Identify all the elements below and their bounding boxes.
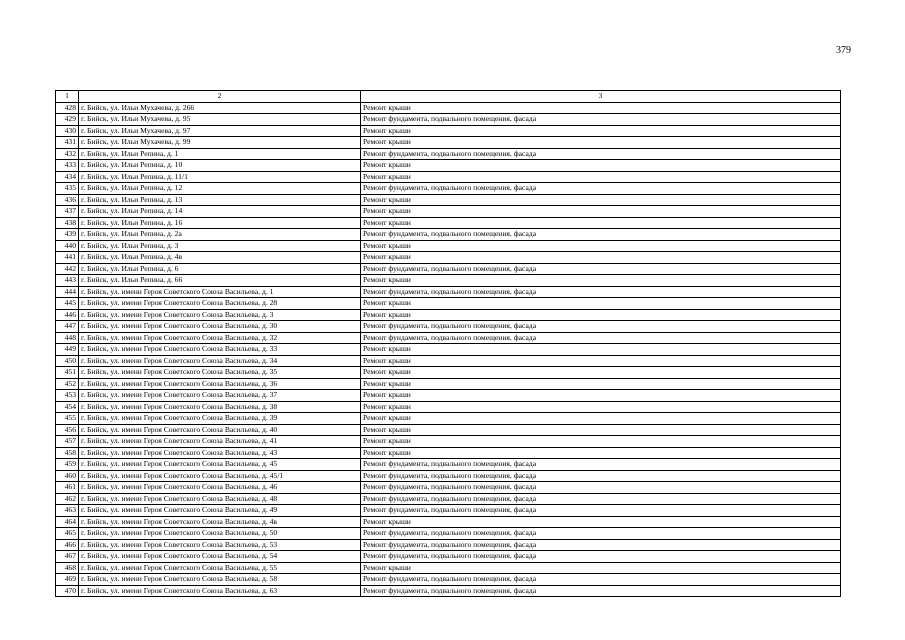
address-cell: г. Бийск, ул. Ильи Репина, д. 13: [79, 194, 361, 206]
row-number-cell: 437: [56, 206, 79, 218]
work-type-cell: Ремонт крыши: [361, 424, 841, 436]
row-number-cell: 466: [56, 539, 79, 551]
address-cell: г. Бийск, ул. имени Героя Советского Союза Васильева, д. 45/1: [79, 470, 361, 482]
column-header-number: 1: [56, 91, 79, 103]
table-row: [56, 298, 841, 310]
row-number-cell: 467: [56, 551, 79, 563]
table-row: [56, 194, 841, 206]
address-cell: г. Бийск, ул. имени Героя Советского Союза Васильева, д. 63: [79, 585, 361, 597]
row-number-cell: 443: [56, 275, 79, 287]
row-number-cell: 449: [56, 344, 79, 356]
table-header: [56, 91, 841, 103]
row-number-cell: 431: [56, 137, 79, 149]
work-type-cell: Ремонт фундамента, подвального помещения, фасада: [361, 528, 841, 540]
table-row: [56, 114, 841, 126]
row-number-cell: 460: [56, 470, 79, 482]
work-type-cell: Ремонт фундамента, подвального помещения, фасада: [361, 148, 841, 160]
column-header-address: 2: [79, 91, 361, 103]
row-number-cell: 444: [56, 286, 79, 298]
address-cell: г. Бийск, ул. Ильи Репина, д. 10: [79, 160, 361, 172]
work-type-cell: Ремонт крыши: [361, 344, 841, 356]
work-type-cell: Ремонт крыши: [361, 206, 841, 218]
address-cell: г. Бийск, ул. Ильи Репина, д. 66: [79, 275, 361, 287]
table-row: [56, 321, 841, 333]
address-cell: г. Бийск, ул. имени Героя Советского Союза Васильева, д. 36: [79, 378, 361, 390]
row-number-cell: 432: [56, 148, 79, 160]
address-cell: г. Бийск, ул. имени Героя Советского Союза Васильева, д. 3: [79, 309, 361, 321]
table-row: [56, 459, 841, 471]
address-cell: г. Бийск, ул. имени Героя Советского Союза Васильева, д. 53: [79, 539, 361, 551]
row-number-cell: 439: [56, 229, 79, 241]
table-row: [56, 252, 841, 264]
work-type-cell: Ремонт фундамента, подвального помещения, фасада: [361, 459, 841, 471]
table-row: [56, 505, 841, 517]
row-number-cell: 447: [56, 321, 79, 333]
table-row: [56, 378, 841, 390]
address-cell: г. Бийск, ул. имени Героя Советского Союза Васильева, д. 48: [79, 493, 361, 505]
row-number-cell: 436: [56, 194, 79, 206]
table-row: [56, 562, 841, 574]
address-cell: г. Бийск, ул. имени Героя Советского Союза Васильева, д. 28: [79, 298, 361, 310]
row-number-cell: 434: [56, 171, 79, 183]
table-row: [56, 447, 841, 459]
work-type-cell: Ремонт фундамента, подвального помещения, фасада: [361, 332, 841, 344]
work-type-cell: Ремонт крыши: [361, 298, 841, 310]
row-number-cell: 459: [56, 459, 79, 471]
row-number-cell: 465: [56, 528, 79, 540]
work-type-cell: Ремонт крыши: [361, 217, 841, 229]
address-cell: г. Бийск, ул. Ильи Репина, д. 6: [79, 263, 361, 275]
address-cell: г. Бийск, ул. Ильи Репина, д. 12: [79, 183, 361, 195]
work-type-cell: Ремонт крыши: [361, 309, 841, 321]
row-number-cell: 430: [56, 125, 79, 137]
work-type-cell: Ремонт крыши: [361, 137, 841, 149]
repair-registry-table: [55, 90, 841, 597]
table-row: [56, 493, 841, 505]
address-cell: г. Бийск, ул. имени Героя Советского Союза Васильева, д. 30: [79, 321, 361, 333]
row-number-cell: 435: [56, 183, 79, 195]
row-number-cell: 445: [56, 298, 79, 310]
address-cell: г. Бийск, ул. имени Героя Советского Союза Васильева, д. 32: [79, 332, 361, 344]
table-row: [56, 206, 841, 218]
work-type-cell: Ремонт крыши: [361, 252, 841, 264]
row-number-cell: 456: [56, 424, 79, 436]
address-cell: г. Бийск, ул. имени Героя Советского Союза Васильева, д. 50: [79, 528, 361, 540]
row-number-cell: 442: [56, 263, 79, 275]
address-cell: г. Бийск, ул. имени Героя Советского Союза Васильева, д. 4в: [79, 516, 361, 528]
table-row: [56, 528, 841, 540]
address-cell: г. Бийск, ул. имени Героя Советского Союза Васильева, д. 33: [79, 344, 361, 356]
table-row: [56, 436, 841, 448]
row-number-cell: 429: [56, 114, 79, 126]
table-row: [56, 275, 841, 287]
address-cell: г. Бийск, ул. имени Героя Советского Союза Васильева, д. 1: [79, 286, 361, 298]
table-row: [56, 355, 841, 367]
table-row: [56, 171, 841, 183]
work-type-cell: Ремонт крыши: [361, 102, 841, 114]
row-number-cell: 446: [56, 309, 79, 321]
table-row: [56, 516, 841, 528]
row-number-cell: 464: [56, 516, 79, 528]
row-number-cell: 470: [56, 585, 79, 597]
row-number-cell: 453: [56, 390, 79, 402]
address-cell: г. Бийск, ул. имени Героя Советского Союза Васильева, д. 35: [79, 367, 361, 379]
table-row: [56, 229, 841, 241]
table-row: [56, 102, 841, 114]
address-cell: г. Бийск, ул. Ильи Мухачева, д. 97: [79, 125, 361, 137]
work-type-cell: Ремонт крыши: [361, 413, 841, 425]
address-cell: г. Бийск, ул. имени Героя Советского Союза Васильева, д. 46: [79, 482, 361, 494]
table-row: [56, 240, 841, 252]
row-number-cell: 441: [56, 252, 79, 264]
column-header-work-type: 3: [361, 91, 841, 103]
row-number-cell: 461: [56, 482, 79, 494]
work-type-cell: Ремонт фундамента, подвального помещения, фасада: [361, 493, 841, 505]
work-type-cell: Ремонт фундамента, подвального помещения, фасада: [361, 585, 841, 597]
address-cell: г. Бийск, ул. имени Героя Советского Союза Васильева, д. 41: [79, 436, 361, 448]
work-type-cell: Ремонт крыши: [361, 240, 841, 252]
address-cell: г. Бийск, ул. имени Героя Советского Союза Васильева, д. 37: [79, 390, 361, 402]
row-number-cell: 455: [56, 413, 79, 425]
address-cell: г. Бийск, ул. имени Героя Советского Союза Васильева, д. 43: [79, 447, 361, 459]
work-type-cell: Ремонт крыши: [361, 447, 841, 459]
table-row: [56, 148, 841, 160]
work-type-cell: Ремонт фундамента, подвального помещения, фасада: [361, 114, 841, 126]
address-cell: г. Бийск, ул. имени Героя Советского Союза Васильева, д. 40: [79, 424, 361, 436]
address-cell: г. Бийск, ул. имени Героя Советского Союза Васильева, д. 34: [79, 355, 361, 367]
table-row: [56, 217, 841, 229]
work-type-cell: Ремонт крыши: [361, 378, 841, 390]
page-number: 379: [836, 45, 851, 56]
work-type-cell: Ремонт крыши: [361, 562, 841, 574]
address-cell: г. Бийск, ул. имени Героя Советского Союза Васильева, д. 49: [79, 505, 361, 517]
work-type-cell: Ремонт фундамента, подвального помещения, фасада: [361, 574, 841, 586]
address-cell: г. Бийск, ул. имени Героя Советского Союза Васильева, д. 39: [79, 413, 361, 425]
row-number-cell: 458: [56, 447, 79, 459]
work-type-cell: Ремонт фундамента, подвального помещения, фасада: [361, 551, 841, 563]
address-cell: г. Бийск, ул. Ильи Репина, д. 3: [79, 240, 361, 252]
work-type-cell: Ремонт фундамента, подвального помещения, фасада: [361, 286, 841, 298]
work-type-cell: Ремонт крыши: [361, 275, 841, 287]
table-row: [56, 309, 841, 321]
address-cell: г. Бийск, ул. Ильи Репина, д. 16: [79, 217, 361, 229]
table-row: [56, 332, 841, 344]
address-cell: г. Бийск, ул. имени Героя Советского Союза Васильева, д. 45: [79, 459, 361, 471]
row-number-cell: 454: [56, 401, 79, 413]
row-number-cell: 462: [56, 493, 79, 505]
address-cell: г. Бийск, ул. имени Героя Советского Союза Васильева, д. 54: [79, 551, 361, 563]
work-type-cell: Ремонт фундамента, подвального помещения, фасада: [361, 263, 841, 275]
work-type-cell: Ремонт фундамента, подвального помещения, фасада: [361, 470, 841, 482]
table-row: [56, 367, 841, 379]
work-type-cell: Ремонт фундамента, подвального помещения, фасада: [361, 321, 841, 333]
table-row: [56, 413, 841, 425]
work-type-cell: Ремонт фундамента, подвального помещения, фасада: [361, 505, 841, 517]
address-cell: г. Бийск, ул. Ильи Репина, д. 2а: [79, 229, 361, 241]
table-row: [56, 401, 841, 413]
table-row: [56, 574, 841, 586]
work-type-cell: Ремонт крыши: [361, 401, 841, 413]
work-type-cell: Ремонт фундамента, подвального помещения, фасада: [361, 183, 841, 195]
work-type-cell: Ремонт крыши: [361, 516, 841, 528]
work-type-cell: Ремонт фундамента, подвального помещения, фасада: [361, 482, 841, 494]
table-row: [56, 183, 841, 195]
row-number-cell: 451: [56, 367, 79, 379]
table-row: [56, 482, 841, 494]
row-number-cell: 463: [56, 505, 79, 517]
table-row: [56, 137, 841, 149]
table-row: [56, 390, 841, 402]
table-row: [56, 125, 841, 137]
work-type-cell: Ремонт крыши: [361, 171, 841, 183]
address-cell: г. Бийск, ул. Ильи Репина, д. 1: [79, 148, 361, 160]
work-type-cell: Ремонт крыши: [361, 160, 841, 172]
table-row: [56, 551, 841, 563]
table-row: [56, 344, 841, 356]
work-type-cell: Ремонт крыши: [361, 355, 841, 367]
table-row: [56, 424, 841, 436]
row-number-cell: 450: [56, 355, 79, 367]
address-cell: г. Бийск, ул. Ильи Репина, д. 11/1: [79, 171, 361, 183]
table-row: [56, 286, 841, 298]
row-number-cell: 428: [56, 102, 79, 114]
row-number-cell: 452: [56, 378, 79, 390]
table-row: [56, 585, 841, 597]
address-cell: г. Бийск, ул. Ильи Репина, д. 14: [79, 206, 361, 218]
table-row: [56, 160, 841, 172]
address-cell: г. Бийск, ул. Ильи Мухачева, д. 99: [79, 137, 361, 149]
row-number-cell: 433: [56, 160, 79, 172]
work-type-cell: Ремонт крыши: [361, 125, 841, 137]
address-cell: г. Бийск, ул. Ильи Мухачева, д. 266: [79, 102, 361, 114]
address-cell: г. Бийск, ул. имени Героя Советского Союза Васильева, д. 38: [79, 401, 361, 413]
table-row: [56, 539, 841, 551]
header-row: [56, 91, 841, 103]
address-cell: г. Бийск, ул. Ильи Мухачева, д. 95: [79, 114, 361, 126]
table-row: [56, 263, 841, 275]
work-type-cell: Ремонт крыши: [361, 390, 841, 402]
row-number-cell: 457: [56, 436, 79, 448]
row-number-cell: 438: [56, 217, 79, 229]
work-type-cell: Ремонт фундамента, подвального помещения, фасада: [361, 539, 841, 551]
address-cell: г. Бийск, ул. Ильи Репина, д. 4в: [79, 252, 361, 264]
row-number-cell: 469: [56, 574, 79, 586]
work-type-cell: Ремонт крыши: [361, 194, 841, 206]
address-cell: г. Бийск, ул. имени Героя Советского Союза Васильева, д. 58: [79, 574, 361, 586]
table-row: [56, 470, 841, 482]
row-number-cell: 448: [56, 332, 79, 344]
table-body: [56, 102, 841, 597]
address-cell: г. Бийск, ул. имени Героя Советского Союза Васильева, д. 55: [79, 562, 361, 574]
row-number-cell: 440: [56, 240, 79, 252]
row-number-cell: 468: [56, 562, 79, 574]
work-type-cell: Ремонт крыши: [361, 436, 841, 448]
work-type-cell: Ремонт фундамента, подвального помещения, фасада: [361, 229, 841, 241]
work-type-cell: Ремонт крыши: [361, 367, 841, 379]
